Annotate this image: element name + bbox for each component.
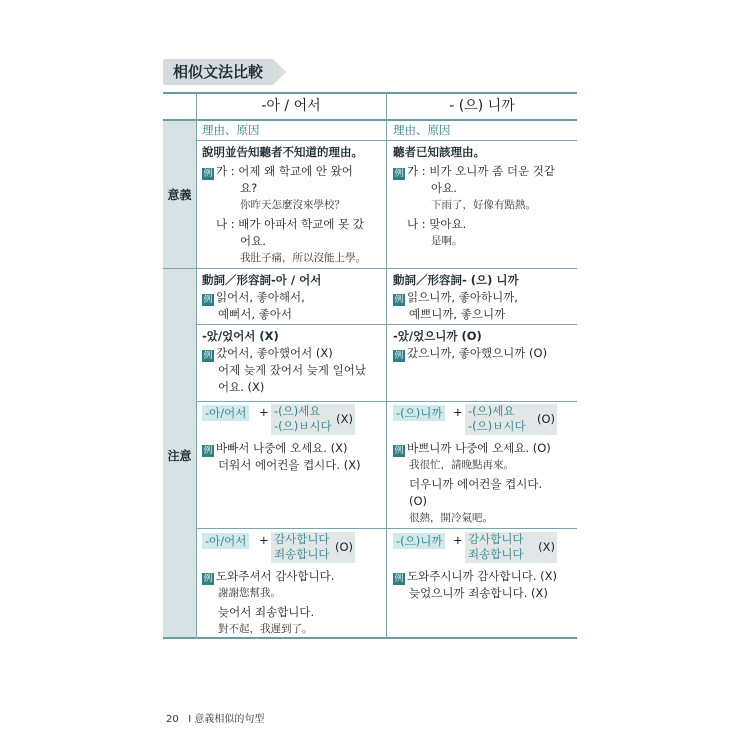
header-right: - (으) 니까 [449, 98, 515, 114]
meaning-right-na-translation: 是啊。 [431, 235, 463, 247]
imper-right-mark: (O) [536, 412, 555, 426]
imper-right-line1: 바쁘니까 나중에 오세요. (O) [407, 441, 551, 455]
example-icon: 例 [394, 169, 404, 179]
imper-left-line1: 바빠서 나중에 오세요. (X) [216, 441, 348, 455]
imper-right-tag: -(으)니까 [393, 405, 445, 421]
verb-right-line1: 읽으니까, 좋아하니까, [407, 290, 518, 304]
verb-left-heading: 動詞／形容詞-아 / 어서 [202, 273, 322, 287]
row-divider [196, 140, 577, 141]
section-title: 相似文法比較 [163, 59, 273, 85]
verb-left-cell [202, 272, 384, 323]
imper-left-cell [202, 440, 384, 474]
header-left: -아 / 어서 [261, 98, 321, 114]
thanks-right-line1: 도와주시니까 감사합니다. (X) [407, 569, 558, 583]
thanks-right-b2: 죄송합니다 [468, 547, 524, 561]
example-icon: 例 [203, 574, 213, 584]
meaning-left-na2: 어요. [240, 234, 266, 248]
side-label-notice: 注意 [167, 449, 192, 463]
imper-left-mark: (X) [336, 412, 353, 426]
meaning-left-cell [202, 144, 384, 267]
example-icon: 例 [203, 446, 213, 456]
imper-right-b2: -(으)ㅂ시다 [468, 419, 526, 433]
past-left-line3: 어요. (X) [218, 380, 265, 394]
row-divider [163, 268, 577, 269]
verb-left-line1: 읽어서, 좋아해서, [216, 290, 305, 304]
imper-left-plus: + [259, 405, 269, 419]
thanks-left-mark: (O) [334, 540, 353, 554]
example-icon: 例 [394, 446, 404, 456]
grammar-comparison-table [163, 92, 577, 639]
thanks-left-line2-translation: 對不起，我遲到了。 [218, 623, 313, 635]
example-icon: 例 [203, 351, 213, 361]
meaning-left-na-translation: 我肚子痛，所以沒能上學。 [240, 252, 366, 264]
page-number: 20 [166, 714, 179, 725]
meaning-right-ga1: 가 : 비가 오니까 좀 더운 것같 [407, 164, 556, 178]
footer-section: 意義相似的句型 [194, 714, 265, 725]
imper-right-plus: + [453, 405, 463, 419]
verb-right-line2: 예쁘니까, 좋으니까 [409, 307, 506, 321]
meaning-left-na1: 나 : 배가 아파서 학교에 못 갔 [216, 217, 365, 231]
thanks-right-plus: + [453, 533, 463, 547]
imper-right-line2b: (O) [409, 494, 428, 508]
thanks-left-b1: 감사합니다 [274, 532, 330, 546]
thanks-left-line2: 늦어서 죄송합니다. [218, 605, 315, 619]
past-left-heading: -았/었어서 (X) [202, 329, 279, 343]
row-divider [196, 528, 577, 529]
imper-right-cell [393, 440, 575, 527]
thanks-right-cell [393, 568, 575, 602]
example-icon: 例 [203, 295, 213, 305]
meaning-left-ga-translation: 你昨天怎麼沒來學校？ [240, 199, 345, 211]
thanks-left-b2: 죄송합니다 [274, 547, 330, 561]
imper-left-line2: 더워서 에어컨을 켭시다. (X) [218, 458, 361, 472]
thanks-left-line1-translation: 謝謝您幫我。 [218, 587, 281, 599]
imper-left-b2: -(으)ㅂ시다 [274, 419, 332, 433]
meaning-right-ga2: 아요. [431, 181, 457, 195]
verb-left-line2: 예뻐서, 좋아서 [218, 307, 292, 321]
thanks-right-b1: 감사합니다 [468, 532, 524, 546]
imper-right-line2-translation: 很熱，開冷氣吧。 [409, 512, 493, 524]
thanks-left-tag: -아/어서 [202, 533, 249, 549]
meaning-right-heading: 聽者已知該理由。 [393, 145, 485, 159]
page-footer [166, 710, 264, 725]
imper-right-b1: -(으)세요 [468, 404, 515, 418]
past-right-cell [393, 328, 575, 362]
past-left-line2: 어제 늦게 잤어서 늦게 일어났 [218, 363, 366, 377]
meaning-right-cell [393, 144, 575, 250]
reason-left: 理由、原因 [202, 123, 260, 137]
meaning-left-ga1: 가 : 어제 왜 학교에 안 왔어 [216, 164, 353, 178]
past-left-line1: 갔어서, 좋아했어서 (X) [216, 346, 333, 360]
example-icon: 例 [394, 574, 404, 584]
thanks-right-box [465, 532, 557, 563]
meaning-right-ga-translation: 下雨了，好像有點熱。 [431, 199, 536, 211]
thanks-left-box [271, 532, 355, 563]
imper-right-line2: 더우니까 에어컨을 켭시다. [409, 477, 543, 491]
imper-left-b1: -(으)세요 [274, 404, 321, 418]
thanks-left-plus: + [259, 533, 269, 547]
imper-left-box [271, 404, 355, 435]
side-label-meaning: 意義 [167, 188, 192, 202]
meaning-left-heading: 說明並告知聽者不知道的理由。 [202, 145, 363, 159]
example-icon: 例 [394, 351, 404, 361]
meaning-right-na1: 나 : 맞아요. [407, 217, 467, 231]
example-icon: 例 [203, 169, 213, 179]
footer-separator: I [188, 714, 192, 725]
verb-right-heading: 動詞／形容詞- (으) 니까 [393, 273, 519, 287]
row-divider [196, 401, 577, 402]
thanks-right-mark: (X) [538, 540, 555, 554]
reason-right: 理由、原因 [393, 123, 451, 137]
col-divider-side [196, 92, 197, 639]
verb-right-cell [393, 272, 575, 323]
thanks-left-line1: 도와주셔서 감사합니다. [216, 569, 335, 583]
past-left-cell [202, 328, 384, 396]
thanks-right-tag: -(으)니까 [393, 533, 445, 549]
thanks-right-line2: 늦었으니까 죄송합니다. (X) [409, 586, 548, 600]
row-divider [196, 324, 577, 325]
imper-right-box [465, 404, 557, 435]
imper-left-tag: -아/어서 [202, 405, 249, 421]
example-icon: 例 [394, 295, 404, 305]
imper-right-line1-translation: 我很忙，請晚點再來。 [409, 459, 514, 471]
meaning-left-ga2: 요? [240, 181, 258, 195]
thanks-left-cell [202, 568, 384, 638]
col-divider-mid [386, 92, 387, 639]
past-right-heading: -았/었으니까 (O) [393, 329, 482, 343]
past-right-line1: 갔으니까, 좋아했으니까 (O) [407, 346, 548, 360]
